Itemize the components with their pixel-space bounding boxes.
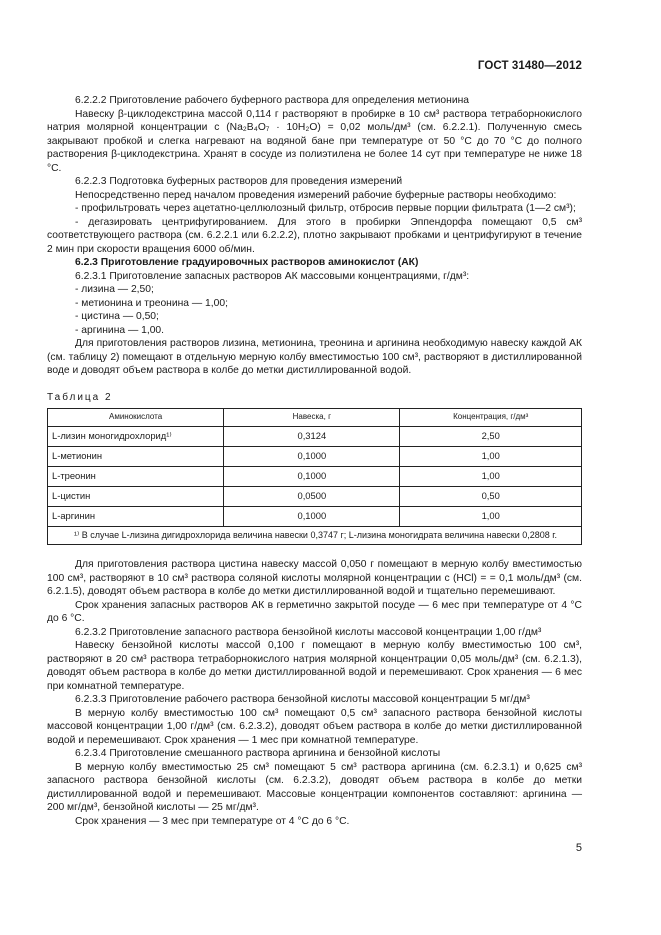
page-number: 5 — [575, 841, 582, 854]
table-row — [48, 467, 582, 487]
list-item-degas: - дегазировать центрифугированием. Для этого в пробирки Эппендорфа помещают 0,5 см³ соответствующего раствора (см. 6.2.2.1 или 6.2.2.2), плотно закрывают пробками и центрифугируют в течение 2 мин при скорости вращения 6000 об/мин. — [47, 216, 582, 255]
table-footnote-row — [48, 527, 582, 545]
table-row — [48, 487, 582, 507]
section-heading-6-2-2-2: 6.2.2.2 Приготовление рабочего буферного раствора для определения метионина — [75, 95, 470, 106]
section-heading-6-2-3-1: 6.2.3.1 Приготовление запасных растворов АК массовыми концентрациями, г/дм³: — [75, 270, 470, 282]
column-header-sample-mass: Навеска, г — [224, 409, 400, 427]
spacer — [47, 545, 582, 558]
paragraph-buffer-preparation-intro: Непосредственно перед началом проведения измерений рабочие буферные растворы необходимо: — [75, 189, 557, 201]
section-heading-6-2-3-4: 6.2.3.4 Приготовление смешанного раствора аргинина и бензойной кислоты — [75, 748, 441, 759]
paragraph-storage-stock: Срок хранения запасных растворов АК в герметично закрытой посуде — 6 мес при температуре от 4 °С до 6 °С. — [47, 599, 582, 624]
paragraph-storage-mixed: Срок хранения — 3 мес при температуре от 4 °С до 6 °С. — [75, 815, 350, 827]
table-cell-mass: 0,1000 — [224, 507, 400, 527]
column-header-amino-acid: Аминокислота — [48, 409, 224, 427]
section-heading-6-2-3-3: 6.2.3.3 Приготовление рабочего раствора бензойной кислоты массовой концентрации 5 мг/дм³ — [75, 694, 530, 705]
list-item-lysine: - лизина — 2,50; — [75, 284, 154, 295]
table-footnote: ¹⁾ В случае L-лизина дигидрохлорида величина навески 0,3747 г; L-лизина моногидрата величина навески 0,2808 г. — [48, 527, 582, 545]
table-cell-mass: 0,0500 — [224, 487, 400, 507]
table-cell-amino-acid: L-цистин — [48, 487, 224, 507]
table-amino-acids — [47, 408, 582, 545]
document-header-standard-id: ГОСТ 31480—2012 — [477, 60, 582, 72]
document-body — [47, 94, 582, 828]
column-header-concentration: Концентрация, г/дм³ — [400, 409, 582, 427]
paragraph-methionine-buffer: Навеску β-циклодекстрина массой 0,114 г растворяют в пробирке в 10 см³ раствора тетраборнокислого натрия молярной концентрации c (Na₂B₄O₇ · 10H₂O) = 0,02 моль/дм³ (см. 6.2.2.1). Полученную смесь закрывают пробкой и слегка нагревают на водяной бане при температуре от 50 °С до 70 °С до полного растворения β-циклодекстрина. Хранят в сосуде из полиэтилена не более 14 сут при температуре не ниже 18 °С. — [47, 108, 582, 174]
table-row — [48, 427, 582, 447]
paragraph-mixed-solution: В мерную колбу вместимостью 25 см³ помещают 5 см³ раствора аргинина (см. 6.2.3.1) и 0,625 см³ запасного раствора бензойной кислоты (см. 6.2.3.2), доводят объем раствора в колбе до метки дистиллированной водой и перемешивают. Массовые концентрации компонентов составляют: аргинина — 200 мг/дм³, бензойной кислоты — 25 мг/дм³. — [47, 761, 582, 813]
table-cell-concentration: 2,50 — [400, 427, 582, 447]
table-cell-amino-acid: L-треонин — [48, 467, 224, 487]
table-row — [48, 507, 582, 527]
paragraph-benzoic-working: В мерную колбу вместимостью 100 см³ помещают 0,5 см³ запасного раствора бензойной кислоты массовой концентрации 1,00 г/дм³ (см. 6.2.3.2), доводят объем раствора в колбе до метки дистиллированной водой и перемешивают. Срок хранения — 1 мес при комнатной температуре. — [47, 707, 582, 746]
section-heading-6-2-3: 6.2.3 Приготовление градуировочных растворов аминокислот (АК) — [75, 257, 419, 268]
section-heading-6-2-3-2: 6.2.3.2 Приготовление запасного раствора бензойной кислоты массовой концентрации 1,00 г/дм³ — [75, 626, 542, 638]
table-cell-mass: 0,3124 — [224, 427, 400, 447]
table-cell-concentration: 1,00 — [400, 467, 582, 487]
table-cell-amino-acid: L-аргинин — [48, 507, 224, 527]
table-cell-mass: 0,1000 — [224, 467, 400, 487]
table-cell-concentration: 0,50 — [400, 487, 582, 507]
list-item-cystine: - цистина — 0,50; — [75, 311, 159, 322]
table-caption: Таблица 2 — [47, 391, 113, 403]
table-row — [48, 447, 582, 467]
spacer — [47, 378, 582, 391]
section-heading-6-2-2-3: 6.2.2.3 Подготовка буферных растворов для проведения измерений — [75, 176, 403, 187]
list-item-filter: - профильтровать через ацетатно-целлюлозный фильтр, отбросив первые порции фильтрата (1—2 см³); — [75, 203, 576, 214]
paragraph-cystine-solution: Для приготовления раствора цистина навеску массой 0,050 г помещают в мерную колбу вместимостью 100 см³, растворяют в 10 см³ раствора соляной кислоты молярной концентрации c (HCl) = = 0,1 моль/дм³ (см. 6.2.1.5), доводят объем раствора в колбе до метки дистиллированной водой и тщательно перемешивают. — [47, 559, 582, 597]
table-cell-concentration: 1,00 — [400, 507, 582, 527]
paragraph-stock-solutions: Для приготовления растворов лизина, метионина, треонина и аргинина необходимую навеску каждой АК (см. таблицу 2) помещают в отдельную мерную колбу вместимостью 100 см³, растворяют в дистиллированной воде и доводят объем раствора в колбе до метки дистиллированной водой. — [47, 338, 582, 376]
paragraph-benzoic-stock: Навеску бензойной кислоты массой 0,100 г помещают в мерную колбу вместимостью 100 см³, растворяют в 20 см³ раствора тетраборнокислого натрия молярной концентрации 0,05 моль/дм³ (см. 6.2.1.3), доводят объем раствора в колбе до метки дистиллированной водой и перемешивают. Срок хранения — 6 мес при комнатной температуре. — [47, 640, 582, 692]
table-cell-mass: 0,1000 — [224, 447, 400, 467]
table-header-row — [48, 409, 582, 427]
table-cell-concentration: 1,00 — [400, 447, 582, 467]
list-item-methionine-threonine: - метионина и треонина — 1,00; — [75, 297, 228, 309]
table-cell-amino-acid: L-лизин моногидрохлорид¹⁾ — [48, 427, 224, 447]
list-item-arginine: - аргинина — 1,00. — [75, 324, 165, 336]
table-cell-amino-acid: L-метионин — [48, 447, 224, 467]
